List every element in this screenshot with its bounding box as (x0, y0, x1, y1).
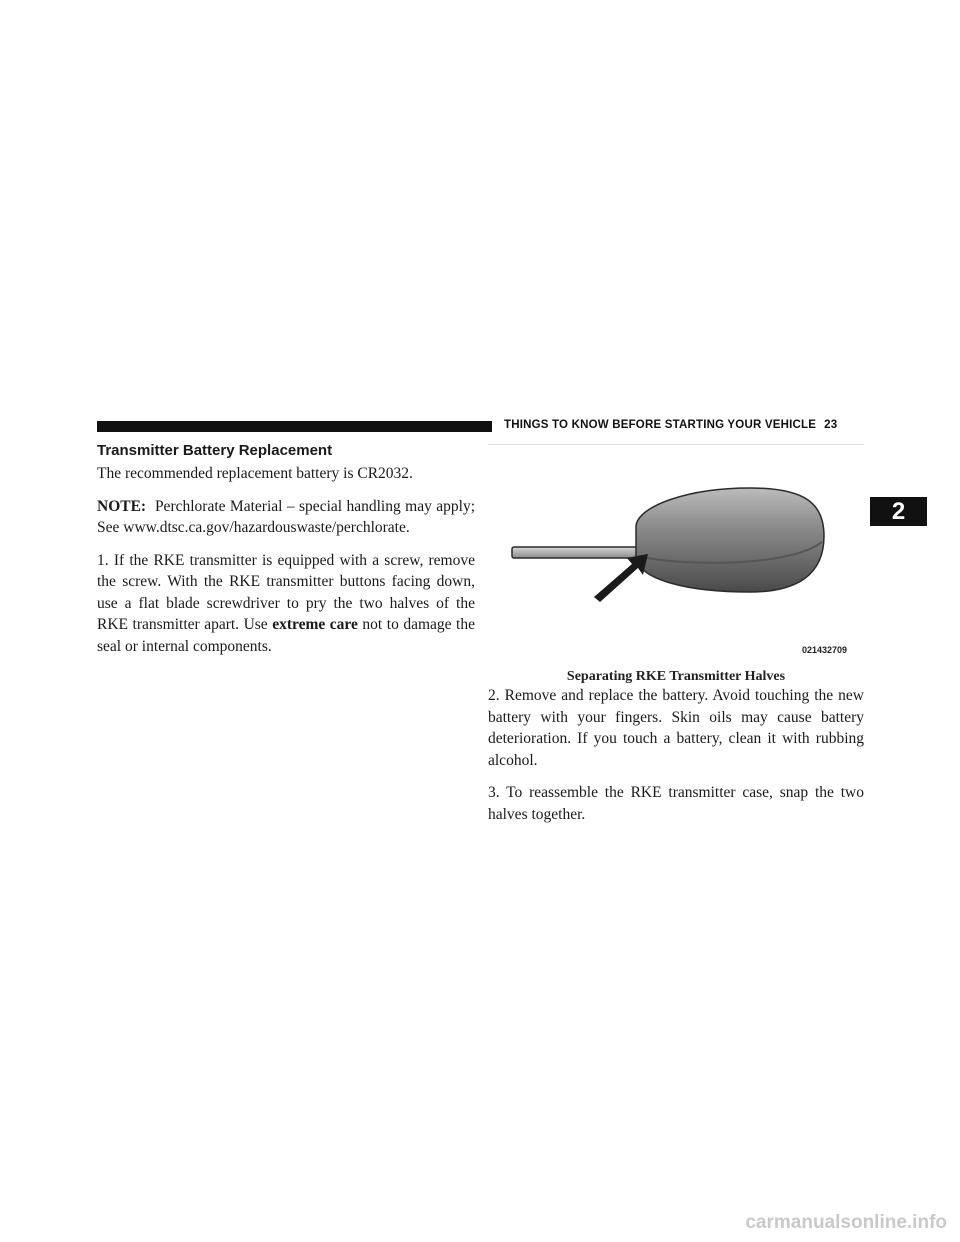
note-paragraph (97, 496, 475, 539)
right-column (488, 685, 864, 836)
step-1-text-b: not to damage the seal or internal components. (97, 616, 475, 655)
note-label: NOTE: (97, 497, 147, 515)
step-1-text-a: 1. If the RKE transmitter is equipped with a screw, remove the screw. With the RKE transmitter buttons facing down, use a flat blade screwdriver to pry the two halves of the RKE transmitter apart. Use (97, 551, 475, 633)
chapter-tab: 2 (870, 497, 927, 526)
transmitter-illustration (488, 444, 864, 664)
fob-body-shape (636, 488, 824, 592)
left-column (97, 441, 475, 668)
figure-caption: Separating RKE Transmitter Halves (566, 669, 786, 684)
battery-type-paragraph: The recommended replacement battery is CR2032. (97, 465, 413, 482)
note-text: Perchlorate Material – special handling may apply; See www.dtsc.ca.gov/hazardouswaste/perchlorate. (97, 497, 475, 536)
section-heading: Transmitter Battery Replacement (97, 442, 333, 459)
header-rule (97, 421, 492, 432)
step-2-paragraph: 2. Remove and replace the battery. Avoid touching the new battery with your fingers. Skin oils may cause battery deterioration. If you touch a battery, clean it with rubbing alcohol. (488, 687, 864, 769)
page-number: 23 (824, 419, 838, 431)
key-blade-shape (512, 547, 642, 558)
step-1-paragraph (97, 550, 475, 658)
watermark: carmanualsonline.info (745, 1212, 947, 1233)
step-3-paragraph: 3. To reassemble the RKE transmitter case, snap the two halves together. (488, 784, 864, 823)
running-header (504, 419, 864, 431)
transmitter-figure (488, 444, 864, 664)
step-1-emphasis: extreme care (272, 616, 358, 633)
figure-code: 021432709 (802, 645, 848, 655)
header-title: THINGS TO KNOW BEFORE STARTING YOUR VEHICLE (504, 419, 817, 431)
